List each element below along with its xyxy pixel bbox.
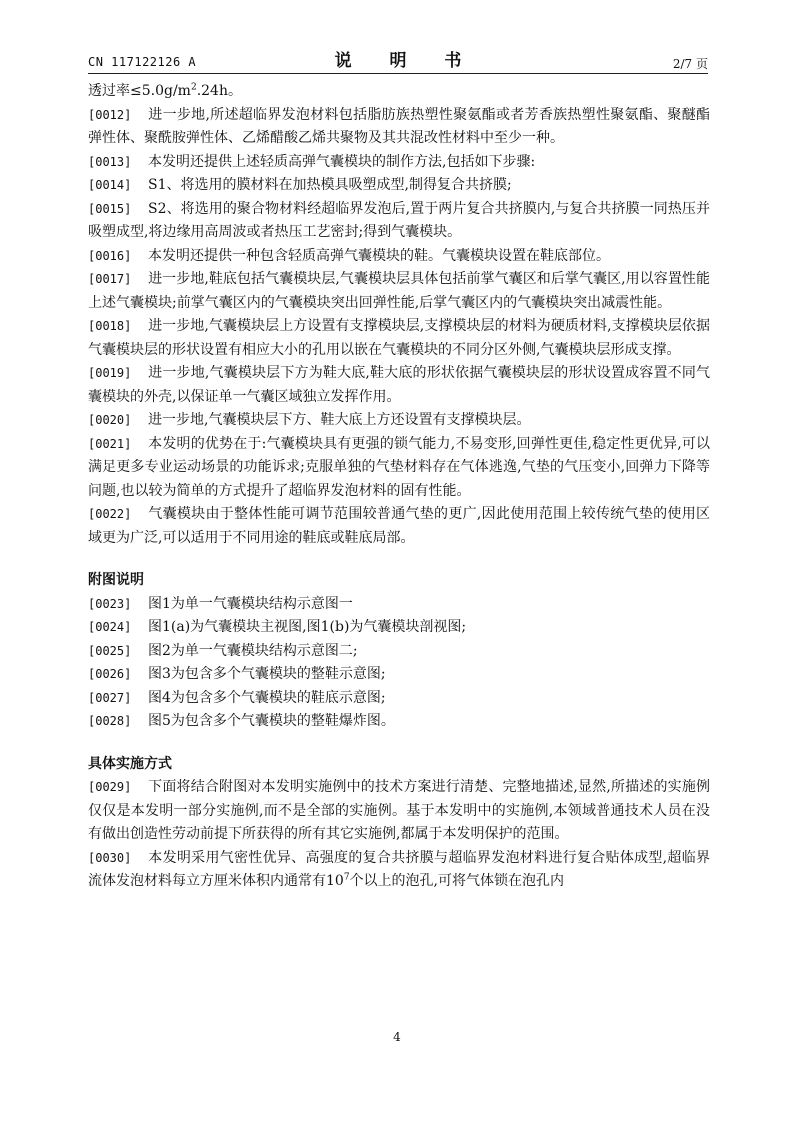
paragraph-text: 图3为包含多个气囊模块的整鞋示意图; xyxy=(148,666,386,682)
paragraph-number: [0013] xyxy=(88,154,132,169)
paragraph-group-figures xyxy=(88,593,710,734)
paragraph xyxy=(88,104,710,151)
paragraph-number: [0019] xyxy=(88,366,132,380)
paragraph-number: [0026] xyxy=(88,667,132,681)
intro-text-after: .24h。 xyxy=(196,83,242,99)
paragraph-number: [0025] xyxy=(88,643,132,658)
paragraph-number: [0022] xyxy=(88,507,132,521)
paragraph xyxy=(88,245,710,269)
paragraph-number: [0030] xyxy=(88,850,132,865)
paragraph xyxy=(88,503,710,550)
paragraph-text-after: 个以上的泡孔,可将气体锁在泡孔内 xyxy=(349,873,565,889)
section-heading-figures: 附图说明 xyxy=(88,572,144,588)
paragraph-text: 本发明还提供一种包含轻质高弹气囊模块的鞋。气囊模块设置在鞋底部位。 xyxy=(148,247,610,264)
intro-line xyxy=(88,80,710,104)
page-number: 4 xyxy=(393,1030,401,1044)
paragraph-text: S2、将选用的聚合物材料经超临界发泡后,置于两片复合共挤膜内,与复合共挤膜一同热压并吸塑成型,将边缘用高周波或者热压工艺密封;得到气囊模块。 xyxy=(88,200,710,240)
page-header xyxy=(88,46,708,72)
paragraph xyxy=(88,409,710,433)
paragraph-group-summary xyxy=(88,104,710,551)
paragraph xyxy=(88,663,710,687)
paragraph xyxy=(88,847,710,894)
paragraph-number: [0023] xyxy=(88,596,132,611)
paragraph xyxy=(88,593,710,617)
document-title: 说 明 书 xyxy=(334,51,478,71)
paragraph-number: [0027] xyxy=(88,690,132,705)
paragraph-text: 下面将结合附图对本发明实施例中的技术方案进行清楚、完整地描述,显然,所描述的实施例仅仅是本发明一部分实施例,而不是全部的实施例。基于本发明中的实施例,本领域普通技术人员在没有做出创造性劳动前提下所获得的所有其它实施例,都属于本发明保护的范围。 xyxy=(88,779,710,842)
paragraph-text: 图4为包含多个气囊模块的鞋底示意图; xyxy=(148,689,386,706)
paragraph-number: [0024] xyxy=(88,620,132,634)
document-body xyxy=(88,80,710,894)
paragraph-text: 本发明还提供上述轻质高弹气囊模块的制作方法,包括如下步骤: xyxy=(148,153,536,170)
paragraph-text-before: 本发明采用气密性优异、高强度的复合共挤膜与超临界发泡材料进行复合贴体成型,超临界流体发泡材料每立方厘米体积内通常有10 xyxy=(88,849,710,889)
paragraph-number: [0015] xyxy=(88,201,132,216)
paragraph-text: 进一步地,气囊模块层下方、鞋大底上方还设置有支撑模块层。 xyxy=(148,412,531,428)
paragraph xyxy=(88,616,710,640)
paragraph xyxy=(88,433,710,504)
paragraph-text: 进一步地,气囊模块层下方为鞋大底,鞋大底的形状依据气囊模块层的形状设置成容置不同气囊模块的外壳,以保证单一气囊区域独立发挥作用。 xyxy=(88,365,710,405)
paragraph-text: 气囊模块由于整体性能可调节范围较普通气垫的更广,因此使用范围上较传统气垫的使用区域更为广泛,可以适用于不同用途的鞋底或鞋底局部。 xyxy=(88,506,710,546)
paragraph-text: 图5为包含多个气囊模块的整鞋爆炸图。 xyxy=(148,713,395,729)
intro-superscript: 2 xyxy=(190,82,197,93)
doc-number: CN 117122126 A xyxy=(88,55,197,69)
paragraph xyxy=(88,174,710,198)
paragraph xyxy=(88,710,710,734)
paragraph-number: [0029] xyxy=(88,780,132,794)
paragraph xyxy=(88,198,710,245)
section-heading-embodiment: 具体实施方式 xyxy=(88,755,172,772)
paragraph xyxy=(88,151,710,175)
paragraph-number: [0014] xyxy=(88,178,132,192)
paragraph-text: 图2为单一气囊模块结构示意图二; xyxy=(148,642,358,659)
paragraph-number: [0028] xyxy=(88,714,132,728)
paragraph-text: 进一步地,气囊模块层上方设置有支撑模块层,支撑模块层的材料为硬质材料,支撑模块层依据气囊模块层的形状设置有相应大小的孔用以嵌在气囊模块的不同分区外侧,气囊模块层形成支撑。 xyxy=(88,318,710,358)
paragraph xyxy=(88,687,710,711)
paragraph-text: 图1(a)为气囊模块主视图,图1(b)为气囊模块剖视图; xyxy=(148,619,467,635)
header-divider xyxy=(88,73,708,74)
paragraph xyxy=(88,362,710,409)
paragraph-number: [0021] xyxy=(88,436,132,451)
paragraph-number: [0018] xyxy=(88,319,132,333)
paragraph xyxy=(88,268,710,315)
paragraph-text: 进一步地,鞋底包括气囊模块层,气囊模块层具体包括前掌气囊区和后掌气囊区,用以容置性能上述气囊模块;前掌气囊区内的气囊模块突出回弹性能,后掌气囊区内的气囊模块突出减震性能。 xyxy=(88,271,710,311)
page-indicator: 2/7 页 xyxy=(672,57,708,71)
paragraph-number: [0017] xyxy=(88,272,132,286)
paragraph-text: 图1为单一气囊模块结构示意图一 xyxy=(148,595,353,612)
paragraph-number: [0016] xyxy=(88,248,132,263)
paragraph xyxy=(88,640,710,664)
paragraph-superscript: 7 xyxy=(343,872,350,883)
paragraph-text: 进一步地,所述超临界发泡材料包括脂肪族热塑性聚氨酯或者芳香族热塑性聚氨酯、聚醚酯弹性体、聚酰胺弹性体、乙烯醋酸乙烯共聚物及其共混改性材料中至少一种。 xyxy=(88,106,710,146)
paragraph-text: S1、将选用的膜材料在加热模具吸塑成型,制得复合共挤膜; xyxy=(148,177,512,193)
paragraph xyxy=(88,776,710,847)
paragraph xyxy=(88,315,710,362)
intro-text-before: 透过率≤5.0g/m xyxy=(88,83,191,99)
paragraph-number: [0012] xyxy=(88,107,132,122)
paragraph-number: [0020] xyxy=(88,413,132,427)
paragraph-text: 本发明的优势在于:气囊模块具有更强的锁气能力,不易变形,回弹性更佳,稳定性更优异,可以满足更多专业运动场景的功能诉求;克服单独的气垫材料存在气体逃逸,气垫的气压变小,回弹力下降等问题,也以较为简单的方式提升了超临界发泡材料的固有性能。 xyxy=(88,435,710,499)
